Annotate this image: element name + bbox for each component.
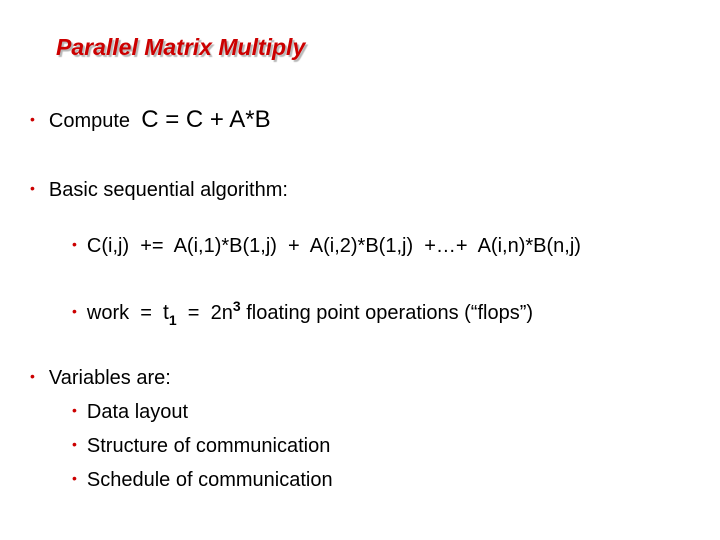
bullet-work bbox=[72, 294, 533, 332]
bullet-dot: • bbox=[72, 236, 77, 252]
bullet-cij-formula bbox=[72, 232, 581, 258]
bullet-dot: • bbox=[30, 111, 35, 127]
bullet-variables bbox=[30, 364, 171, 390]
sub-item-text: Data layout bbox=[86, 401, 189, 423]
bullet-dot: • bbox=[72, 303, 77, 319]
sub-item-data-layout bbox=[72, 398, 188, 424]
compute-label: Compute bbox=[48, 110, 131, 132]
sub-item-text: Structure of communication bbox=[86, 435, 331, 457]
bullet-basic-algorithm bbox=[30, 176, 288, 202]
work-prefix: work = bbox=[86, 302, 164, 324]
bullet-dot: • bbox=[30, 368, 35, 384]
work-suffix: floating point operations (“flops”) bbox=[240, 302, 534, 324]
bullet-dot: • bbox=[72, 402, 77, 418]
work-equals: = 2n bbox=[176, 302, 233, 324]
work-t: t bbox=[163, 301, 169, 324]
bullet-dot: • bbox=[30, 180, 35, 196]
sub-item-structure bbox=[72, 432, 330, 458]
compute-expression: C = C + A*B bbox=[141, 106, 271, 133]
variables-text: Variables are: bbox=[48, 367, 171, 389]
bullet-compute bbox=[30, 107, 271, 133]
work-t-subscript: 1 bbox=[168, 312, 177, 328]
bullet-dot: • bbox=[72, 436, 77, 452]
bullet-dot: • bbox=[72, 470, 77, 486]
work-exponent: 3 bbox=[232, 298, 241, 314]
basic-algorithm-text: Basic sequential algorithm: bbox=[48, 179, 288, 201]
sub-item-text: Schedule of communication bbox=[86, 469, 333, 491]
slide-title: Parallel Matrix Multiply bbox=[56, 34, 306, 60]
sub-item-schedule bbox=[72, 466, 333, 492]
cij-formula-text: C(i,j) += A(i,1)*B(1,j) + A(i,2)*B(1,j) +…+ A(i,n)*B(n,j) bbox=[86, 235, 581, 257]
